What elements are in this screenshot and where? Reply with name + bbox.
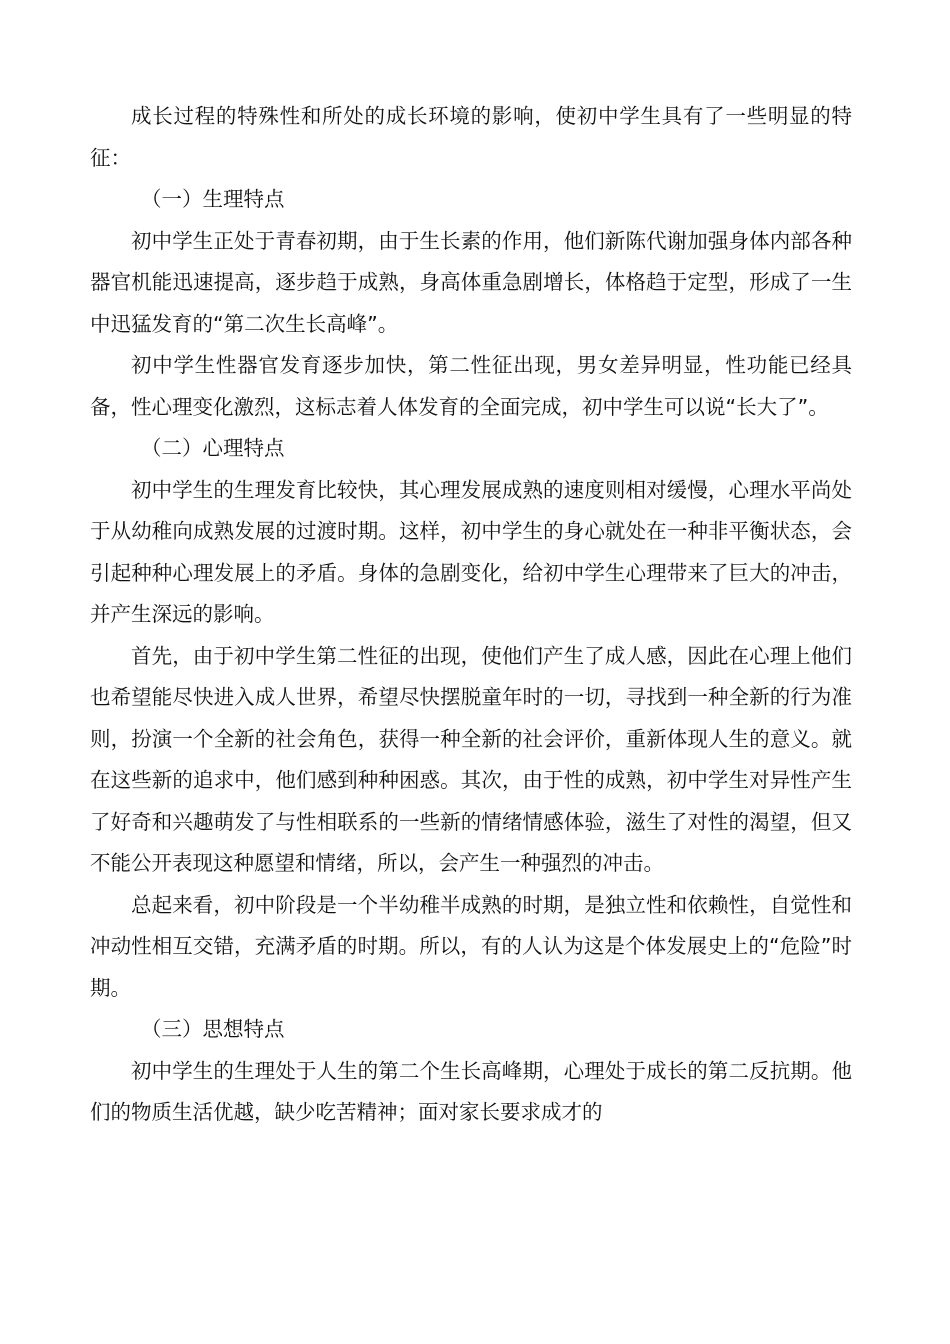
paragraph-psychology-transition: 初中学生的生理发育比较快，其心理发展成熟的速度则相对缓慢，心理水平尚处于从幼稚向成熟发展的过渡时期。这样，初中学生的身心就处在一种非平衡状态，会引起种种心理发展上的矛盾。身体的急剧变化，给初中学生心理带来了巨大的冲击，并产生深远的影响。 xyxy=(90,477,852,626)
paragraph-thought: 初中学生的生理处于人生的第二个生长高峰期，心理处于成长的第二反抗期。他们的物质生活优越，缺少吃苦精神；面对家长要求成才的 xyxy=(90,1058,852,1124)
paragraph-intro: 成长过程的特殊性和所处的成长环境的影响，使初中学生具有了一些明显的特征： xyxy=(90,104,852,170)
section-heading-thought: （三）思想特点 xyxy=(141,1017,285,1041)
section-heading-psychology: （二）心理特点 xyxy=(141,436,285,460)
paragraph-growth: 初中学生正处于青春初期，由于生长素的作用，他们新陈代谢加强身体内部各种器官机能迅速提高，逐步趋于成熟，身高体重急剧增长，体格趋于定型，形成了一生中迅猛发育的“第二次生长高峰”。 xyxy=(90,228,852,336)
paragraph-adult-sense: 首先，由于初中学生第二性征的出现，使他们产生了成人感，因此在心理上他们也希望能尽快进入成人世界，希望尽快摆脱童年时的一切，寻找到一种全新的行为准则，扮演一个全新的社会角色，获得一种全新的社会评价，重新体现人生的意义。就在这些新的追求中，他们感到种种困惑。其次，由于性的成熟，初中学生对异性产生了好奇和兴趣萌发了与性相联系的一些新的情绪情感体验，滋生了对性的渴望，但又不能公开表现这种愿望和情绪，所以，会产生一种强烈的冲击。 xyxy=(90,643,852,875)
document-page xyxy=(90,96,852,1134)
section-heading-physiology: （一）生理特点 xyxy=(141,187,285,211)
paragraph-development: 初中学生性器官发育逐步加快，第二性征出现，男女差异明显，性功能已经具备，性心理变化激烈，这标志着人体发育的全面完成，初中学生可以说“长大了”。 xyxy=(90,353,852,419)
paragraph-summary: 总起来看，初中阶段是一个半幼稚半成熟的时期，是独立性和依赖性，自觉性和冲动性相互交错，充满矛盾的时期。所以，有的人认为这是个体发展史上的“危险”时期。 xyxy=(90,892,852,1000)
